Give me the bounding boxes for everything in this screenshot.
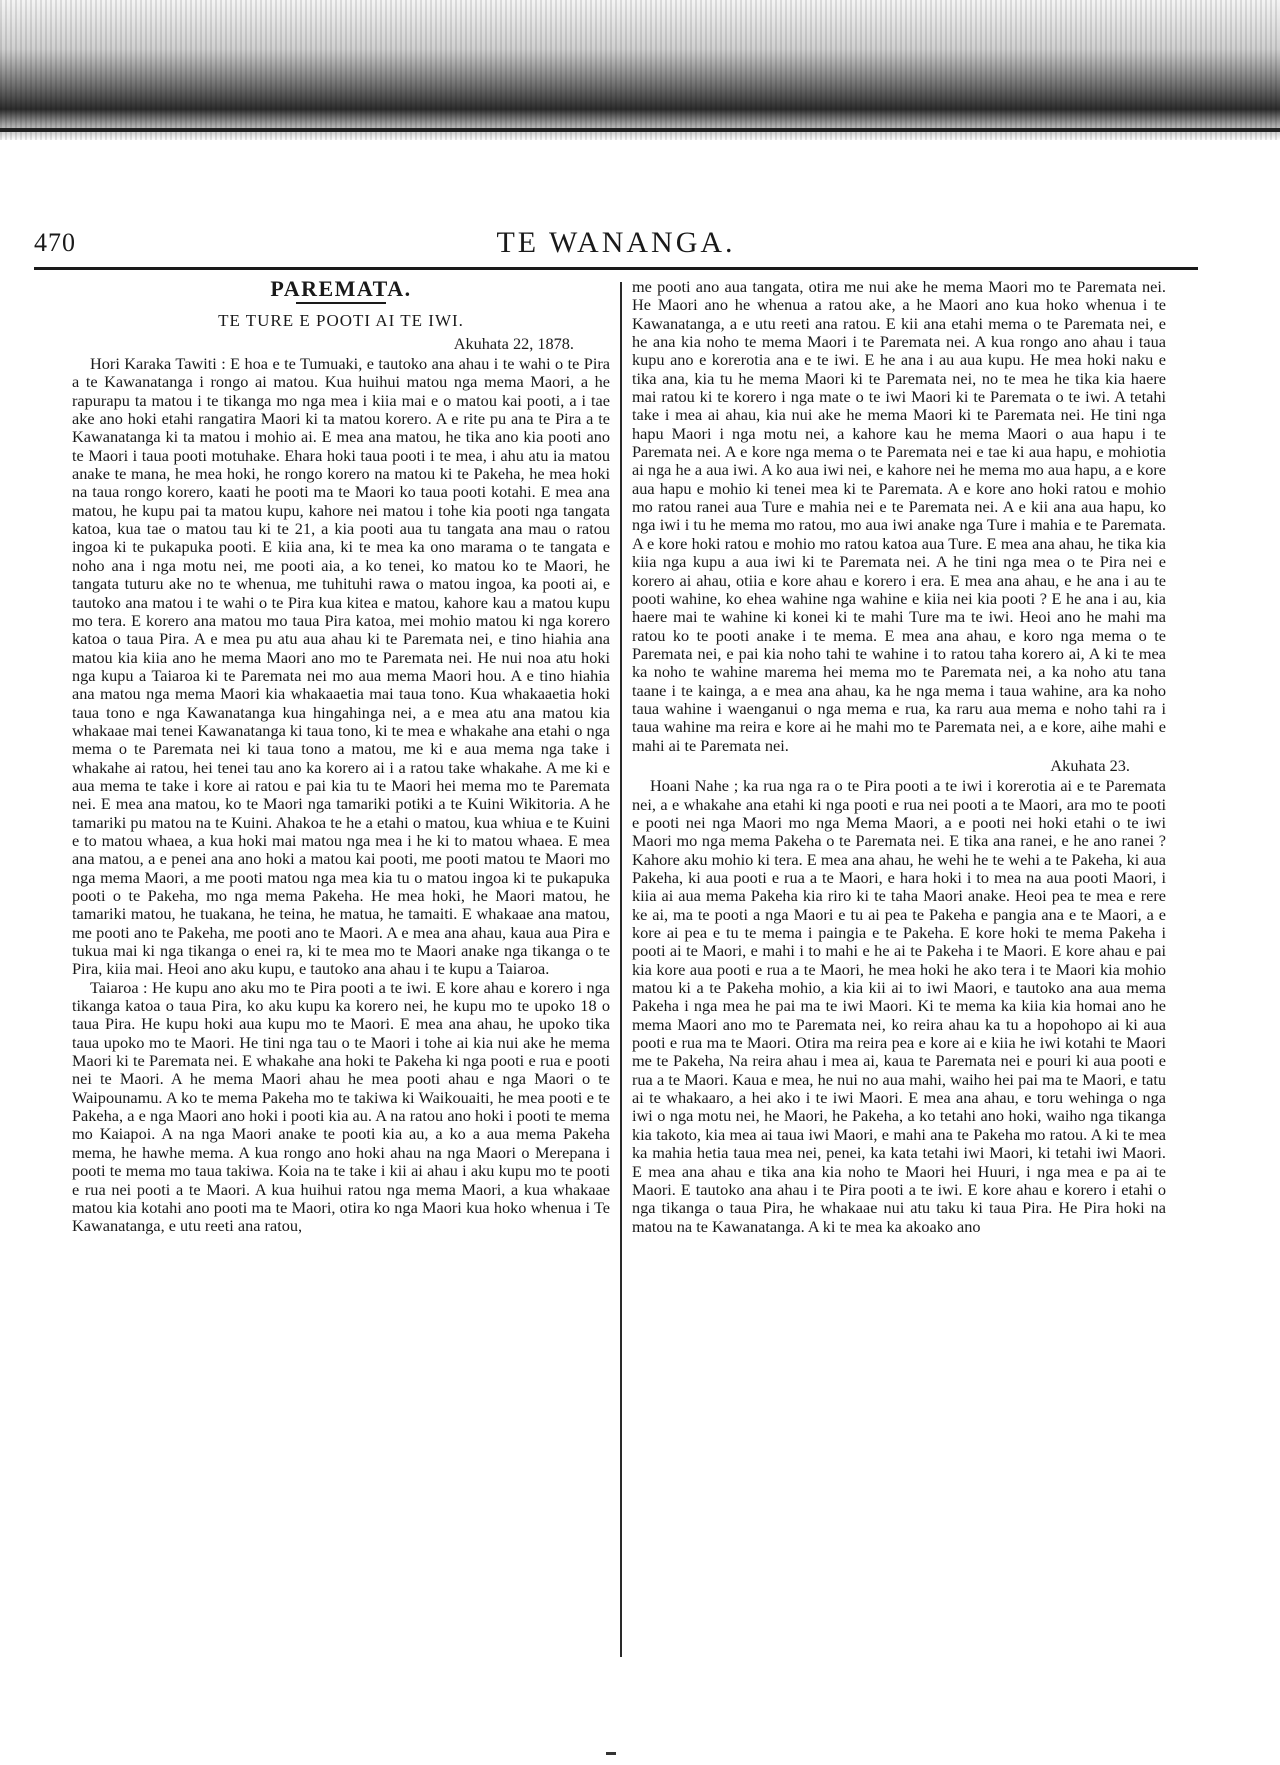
paragraph: Hori Karaka Tawiti : E hoa e te Tumuaki, e tautoko ana ahau i te wahi o te Pira a te Kawanatanga i rongo ai matou. Kua huihui matou nga mema Maori, a he rapurapu ta matou i te tikanga mo nga mea i kiia mai e o matou kai pooti, a i tae ake ano hoki etahi rangatira Maori ki ta matou korero. A e rite pu ana te Pira a te Kawanatanga ki ta matou i mohio ai. E mea ana matou, he tika ano kia pooti ano te Maori i taua pooti motuhake. Ehara hoki taua pooti i te mea, i ahu atu ia matou anake te mana, he mea hoki, he rongo korero na matou ki te Pakeha, he mea hoki na taua rongo korero, kaati he pooti ma te Maori ko taua pooti kotahi. E mea ana matou, he kupu pai ta matou kupu, kahore nei matou i tohe kia pooti nga tangata katoa, kua tae o matou tau ki te 21, a kia pooti aua tu tangata ana mau o ratou ingoa ki te pukapuka pooti. E kiia ana, ki te mea ka ono marama o te tangata e noho ana i nga motu nei, me pooti aia, a ko tenei, ko matou ko te Maori, he tangata tuturu ake no te whenua, me tuhituhi rawa o matou ingoa, ka pooti ai, e tautoko ana matou i te wahi o te Pira kua kitea e matou, kahore kau a matou kupu mo tera. E korero ana matou mo taua Pira katoa, mei mohio matou ki nga korero katoa o taua Pira. A e mea pu atu aua ahau ki te Paremata nei, e tino hiahia ana matou kia kiia ano he mema Maori ano mo te Paremata nei. He nui noa atu hoki nga kupu a Taiaroa ki te Paremata nei mo aua mema Maori hou. A e tino hiahia ana matou nga mema Maori kia whakaaetia mai taua tono. Kua whakaaetia hoki taua tono e nga Kawanatanga kua hingahinga nei, a e mea atu ana matou kia whakaae mai tenei Kawanatanga ki taua tono, ki te mea e whakahe ana etahi o nga mema o te Paremata nei ki taua tono a matou, me ki e aua mema nga take i whakahe ai ratou, hei tenei tau ano ka korero ai i a ratou take whakahe. A me ki e aua mema te take i kore ai ratou e pai kia tu te Maori hei mema mo te Paremata nei. E mea ana matou, ko te Maori nga tamariki potiki a te Kuini Wikitoria. A he tamariki pu matou na te Kuini. Ahakoa te he a etahi o matou, kua whiua e te Kuini e to matou whaea, a kua hoki mai matou nga mea i he ki to matou whaea. E mea ana matou, a e penei ana ano hoki a matou kai pooti, me pooti matou te Maori mo nga mema Maori, a me pooti matou nga mea kia tu o matou ingoa ki te pukapuka pooti o te Pakeha, mo nga mema Pakeha. He mea hoki, he Maori matou, he tamariki matou, he tuakana, he teina, he matua, he tamaiti. E whakaae ana matou, me pooti ano te Pakeha, me pooti ano te Maori. A e mea ana ahau, kaua aua Pira e tukua mai ki nga tikanga o enei ra, ki te mea mo te Maori anake nga tikanga o te Pira, kiia mai. Heoi ano aku kupu, e tautoko ana ahau i te kupu a Taiaroa. bbox=[72, 354, 610, 979]
title-rule bbox=[296, 302, 386, 304]
article-heading: TE TURE E POOTI AI TE IWI. bbox=[218, 311, 464, 331]
right-column bbox=[632, 278, 1166, 1236]
scanned-page-edge bbox=[0, 0, 1280, 140]
page-number: 470 bbox=[34, 228, 76, 257]
left-column bbox=[72, 278, 610, 1236]
paragraph: Taiaroa : He kupu ano aku mo te Pira pooti a te iwi. E kore ahau e korero i nga tikanga katoa o taua Pira, ko aku kupu ka korero nei, he kupu mo te upoko 18 o taua Pira. He kupu hoki aua kupu mo te Maori. E mea ana ahau, he upoko tika taua upoko mo te Maori. He tini nga tau o te Maori i tohe ai kia nui ake he mema Maori ki te Paremata nei. E whakahe ana hoki te Pakeha ki nga pooti e rua e pooti nei te Maori. A he mema Maori ahau he mea pooti ahau e nga Maori o te Waipounamu. A ko te mema Pakeha mo te takiwa ki Waikouaiti, he mea pooti e te Pakeha, a e nga Maori ano hoki i pooti kia au. A na ratou ano hoki i pooti te mema mo Kaiapoi. A na nga Maori anake te pooti kia au, a ko a aua mema Pakeha mema, he hawhe mema. A kua rongo ano hoki ahau na nga Maori o Merepana i pooti te mema mo taua takiwa. Koia na te take i kii ai ahau i aku kupu mo te pooti e rua nei pooti a te Maori. A kua huihui ratou nga mema Maori, a kua whakaae matou kia kotahi ano pooti ma te Maori, otira ko nga Maori kua hoko whenua i Te Kawanatanga, e utu reeti ana ratou, bbox=[72, 977, 610, 1236]
running-title: TE WANANGA. bbox=[496, 226, 736, 259]
page-mark bbox=[606, 1752, 616, 1755]
section-title: PAREMATA. bbox=[270, 276, 412, 301]
dateline: Akuhata 23. bbox=[1050, 755, 1130, 775]
header-rule bbox=[34, 267, 1198, 270]
paragraph: me pooti ano aua tangata, otira me nui ake he mema Maori mo te Paremata nei. He Maori ano he whenua a ratou ake, a he Maori ano kua hoko whenua i te Kawanatanga, a e utu reeti ana ratou. E kii ana etahi mema o te Paremata nei, e he ana kia noho te mema Maori i te Paremata nei. A kua rongo ano ahau i taua kupu ano e korerotia ana e te iwi. E he ana i au aua kupu. He mea hoki naku e tika ana, kia tu he mema Maori ki te Paremata nei, no te mea he tika kia haere mai ratou ki te korero i nga mate o te iwi Maori ki te Paremata o te iwi. A tetahi take i mea ai ahau, kia nui ake he mema Maori ki te Paremata nei. He tini nga hapu Maori i nga motu nei, a kahore kau he mema Maori o aua hapu i te Paremata nei. A e kore nga mema o te Paremata nei e tae ki aua hapu, e mohiotia ai nga he a aua iwi. A ko aua iwi nei, e kahore nei he mema mo aua hapu, a e kore aua hapu e mohio ki tenei mea ki te Paremata. A e kore ano hoki ratou e mohio mo ratou ranei aua Ture e mahia nei e te Paremata nei. A e kii ana aua hapu, ko nga iwi i tu he mema mo ratou, mo aua iwi anake nga Ture i mahia e te Paremata. A e kore hoki ratou e mohio mo ratou katoa aua Ture. E mea ana ahau, he tika kia kiia nga kupu a aua iwi ki te Paremata nei. A he tini nga mea o te Pira nei e korero ai ahau, otiia e kore ahau e korero i era. E mea ana ahau, e he ana i au te pooti wahine, ko ehea wahine nga wahine e kiia nei kia pooti ? E he ana i au, kia haere mai te wahine ki konei ki te mahi Ture ma te iwi. Heoi ano he mahi ma ratou ko te pooti anake i te mema. E mea ana ahau, e koro nga mema o te Paremata nei, e pai kia noho tahi te wahine i to ratou taha korero ai, A ki te mea ka noho te wahine marema hei mema mo te Paremata nei, a ka noho atu tana taane i te kainga, a e mea ana ahau, ka he nga mema i taua wahine, ara ka noho taua wahine i waenganui o nga mema e rua, ka raru aua mema e noho tahi ra i taua wahine ma reira e kore ai he mahi mo te Paremata nei, a e kore, aihe mahi e mahi ai te Paremata nei. bbox=[632, 277, 1166, 755]
dateline: Akuhata 22, 1878. bbox=[453, 333, 574, 353]
column-divider bbox=[620, 282, 622, 1657]
paragraph: Hoani Nahe ; ka rua nga ra o te Pira pooti a te iwi i korerotia ai e te Paremata nei, a e whakahe ana etahi ki nga pooti e rua nei pooti a te Maori, ara mo te pooti e pooti nei nga Maori mo nga Mema Maori, a e pooti nei hoki etahi o te iwi Maori mo nga mema Pakeha o te Paremata nei. E tika ana ranei, e he ano ranei ? Kahore aku mohio ki tera. E mea ana ahau, he wehi he te wehi a te Pakeha, ki aua Pakeha, ki aua pooti e rua a te Maori, e hara hoki i to mea na aua pooti Maori, i kiia ai aua mema Pakeha kia riro ki te taha Maori anake. Heoi pea te mea e rere ke ai, ma te pooti a nga Maori e tu ai pea te Pakeha e pangia ana e te Maori, a e kore ai pea e tu te mema i paingia e te Pakeha. E kore hoki te mema Pakeha i pooti ai te Maori, e mahi i to mahi e he ai te Pakeha i te Maori. E kore ahau e pai kia kore aua pooti e rua a te Maori, he mea hoki he ako tera i te Maori kia mohio matou ki a te Pakeha mohio, a kia kii ai to iwi Maori, e tautoko ana aua mema Pakeha i nga mea he pai ma te iwi Maori. Ki te mema ka kiia kia homai ano he mema Maori ano mo te Paremata nei, ko reira ahau ka tu a hopohopo ai ki aua pooti e rua ma te Maori. Otira ma reira pea e kore ai e kiia he iwi kotahi te Maori me te Pakeha, Na reira ahau i mea ai, kaua te Paremata nei e pouri ki aua pooti e rua a te Maori. Kaua e mea, he nui no aua mahi, waiho hei pai ma te Maori, e tatu ai te whakaaro, a hei ako i te iwi Maori. E mea ana ahau, e toru wehinga o nga iwi o nga motu nei, he Maori, he Pakeha, a ko tetahi ano hoki, waiho nga tikanga kia takoto, kia mea ai taua iwi Maori, e mahi ana te Pakeha mo ratou. A ki te mea ka mahia hetia taua mea nei, penei, ka kata tetahi iwi Maori, ki tetahi iwi Maori. E mea ana ahau e tika ana kia noho te Maori hei Huuri, i nga mea e pa ai te Maori. E tautoko ana ahau i te Pira pooti a te iwi. E kore ahau e korero i etahi o nga tikanga o taua Pira, he whakaae nui atu taku ki taua Pira. He Pira hoki na matou na te Kawanatanga. A ki te mea ka akoako ano bbox=[632, 776, 1166, 1236]
page-header bbox=[34, 222, 1198, 266]
